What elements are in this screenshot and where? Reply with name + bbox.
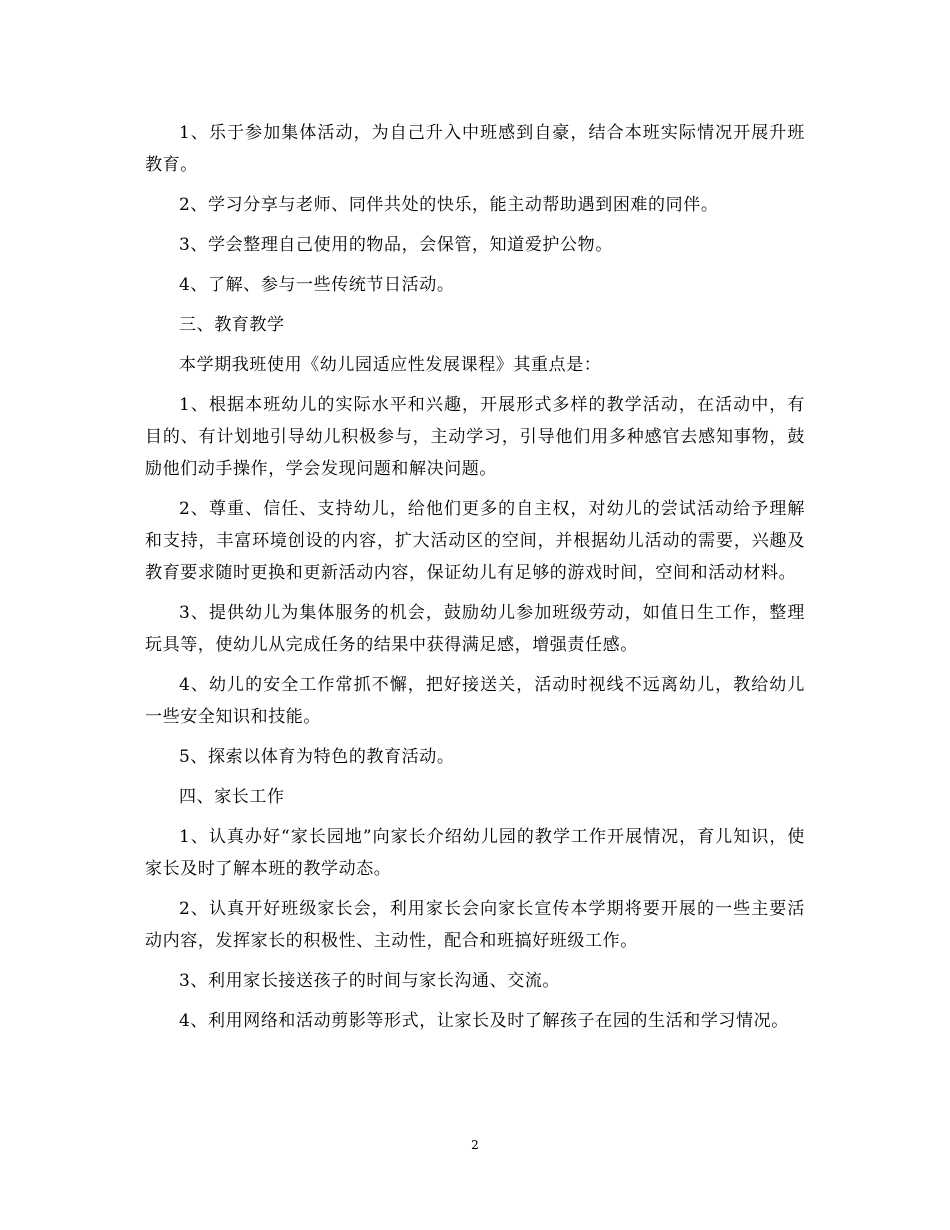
paragraph: 2、认真开好班级家长会，利用家长会向家长宣传本学期将要开展的一些主要活动内容，发挥家长的积极性、主动性，配合和班搞好班级工作。 [145, 899, 805, 951]
page-number: 2 [471, 1138, 479, 1152]
paragraph: 3、学会整理自己使用的物品，会保管，知道爱护公物。 [179, 235, 613, 255]
section-heading: 四、家长工作 [179, 787, 285, 807]
paragraph: 1、乐于参加集体活动，为自己升入中班感到自豪，结合本班实际情况开展升班教育。 [145, 123, 805, 175]
paragraph: 4、了解、参与一些传统节日活动。 [179, 275, 455, 295]
section-heading: 三、教育教学 [179, 315, 285, 335]
paragraph: 4、利用网络和活动剪影等形式，让家长及时了解孩子在园的生活和学习情况。 [179, 1011, 789, 1031]
paragraph: 本学期我班使用《幼儿园适应性发展课程》其重点是： [179, 355, 602, 375]
paragraph: 3、利用家长接送孩子的时间与家长沟通、交流。 [179, 971, 561, 991]
paragraph: 1、认真办好“家长园地”向家长介绍幼儿园的教学工作开展情况，育儿知识，使家长及时了解本班的教学动态。 [145, 827, 805, 879]
paragraph: 2、尊重、信任、支持幼儿，给他们更多的自主权，对幼儿的尝试活动给予理解和支持，丰富环境创设的内容，扩大活动区的空间，并根据幼儿活动的需要，兴趣及教育要求随时更换和更新活动内容，保证幼儿有足够的游戏时间，空间和活动材料。 [145, 499, 805, 583]
paragraph: 5、探索以体育为特色的教育活动。 [179, 747, 455, 767]
paragraph: 2、学习分享与老师、同伴共处的快乐，能主动帮助遇到困难的同伴。 [179, 195, 719, 215]
paragraph: 3、提供幼儿为集体服务的机会，鼓励幼儿参加班级劳动，如值日生工作，整理玩具等，使幼儿从完成任务的结果中获得满足感，增强责任感。 [145, 603, 805, 655]
paragraph: 4、幼儿的安全工作常抓不懈，把好接送关，活动时视线不远离幼儿，教给幼儿一些安全知识和技能。 [145, 675, 805, 727]
paragraph: 1、根据本班幼儿的实际水平和兴趣，开展形式多样的教学活动，在活动中，有目的、有计划地引导幼儿积极参与，主动学习，引导他们用多种感官去感知事物，鼓励他们动手操作，学会发现问题和解决问题。 [145, 395, 805, 479]
document-body [145, 117, 805, 1045]
